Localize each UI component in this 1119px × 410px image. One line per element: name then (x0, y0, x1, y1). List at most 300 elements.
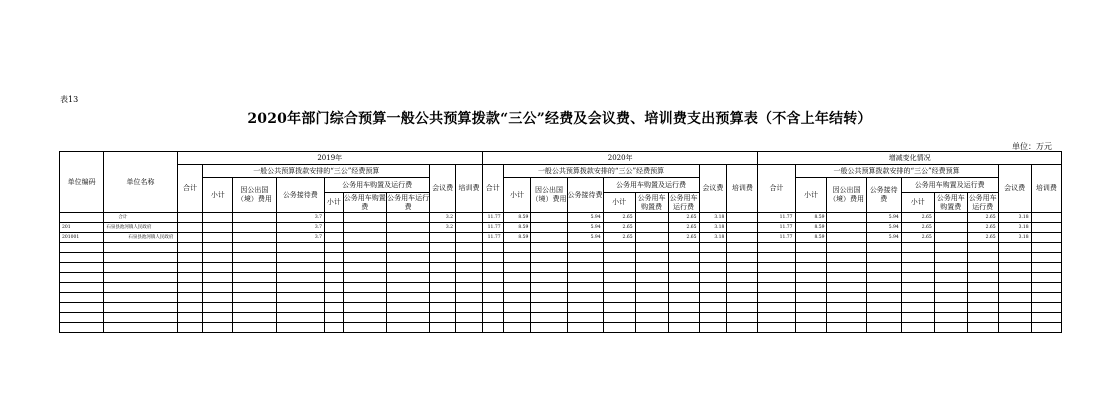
cell-value (203, 253, 233, 263)
cell-value (827, 243, 866, 253)
cell-value (758, 263, 795, 273)
cell-value (635, 243, 668, 253)
header-reception-change: 公务接待费 (866, 178, 901, 213)
header-vehicle-buy-2020: 公务用车购置费 (635, 193, 668, 213)
cell-value (503, 243, 531, 253)
cell-value (635, 303, 668, 313)
table-row (60, 243, 1062, 253)
cell-value: 2.65 (967, 213, 998, 223)
cell-value (699, 323, 727, 333)
cell-value (233, 243, 276, 253)
cell-value (758, 273, 795, 283)
cell-value (866, 293, 901, 303)
cell-value (901, 303, 934, 313)
budget-table (59, 151, 1062, 333)
cell-value (343, 323, 386, 333)
cell-value (177, 323, 203, 333)
table-row (60, 303, 1062, 313)
header-training-2020: 培训费 (727, 165, 758, 213)
cell-value: 2.65 (967, 233, 998, 243)
cell-value (998, 293, 1031, 303)
cell-value (603, 293, 635, 303)
header-vehicle-subtotal-2020: 小计 (603, 193, 635, 213)
cell-value (758, 303, 795, 313)
cell-value: 2.65 (603, 223, 635, 233)
cell-value (1031, 223, 1061, 233)
cell-value (482, 323, 503, 333)
cell-value (203, 213, 233, 223)
cell-value (668, 313, 699, 323)
cell-value (386, 303, 429, 313)
cell-value (482, 283, 503, 293)
cell-value (866, 273, 901, 283)
unit-label: 单位：万元 (1012, 142, 1052, 151)
cell-value: 11.77 (758, 233, 795, 243)
header-meeting-2019: 会议费 (430, 165, 456, 213)
cell-value (1031, 303, 1061, 313)
cell-value (203, 283, 233, 293)
cell-value (233, 213, 276, 223)
cell-value (177, 273, 203, 283)
cell-value (866, 323, 901, 333)
cell-value: 3.7 (276, 233, 324, 243)
header-vehicle-subtotal-change: 小计 (901, 193, 934, 213)
cell-value (967, 293, 998, 303)
cell-value (531, 223, 567, 233)
cell-value (276, 253, 324, 263)
cell-value (934, 243, 967, 253)
cell-value (795, 253, 827, 263)
cell-value: 8.59 (795, 233, 827, 243)
cell-value (699, 263, 727, 273)
cell-value (699, 273, 727, 283)
cell-value (430, 323, 456, 333)
cell-value (276, 293, 324, 303)
cell-value (203, 303, 233, 313)
cell-value (727, 303, 758, 313)
cell-value (827, 233, 866, 243)
cell-code (60, 213, 104, 223)
header-vehicle-change: 公务用车购置及运行费 (901, 178, 998, 193)
cell-value (567, 323, 603, 333)
cell-value (668, 283, 699, 293)
cell-value (727, 213, 758, 223)
table-row (60, 293, 1062, 303)
cell-value: 2.65 (967, 223, 998, 233)
cell-value (901, 323, 934, 333)
cell-value (456, 323, 483, 333)
cell-value (603, 273, 635, 283)
cell-value (635, 313, 668, 323)
cell-value (795, 263, 827, 273)
cell-value (430, 253, 456, 263)
cell-value (727, 293, 758, 303)
cell-value (1031, 273, 1061, 283)
header-vehicle-run-2019: 公务用车运行费 (387, 193, 430, 211)
table-row (60, 283, 1062, 293)
cell-value (503, 273, 531, 283)
cell-value (531, 273, 567, 283)
cell-value: 3.7 (276, 213, 324, 223)
cell-value (1031, 213, 1061, 223)
cell-value (531, 323, 567, 333)
header-vehicle-2020: 公务用车购置及运行费 (603, 178, 699, 193)
header-meeting-2020: 会议费 (699, 165, 727, 213)
header-total-2020: 合计 (482, 165, 503, 213)
cell-value (343, 253, 386, 263)
table-row (60, 323, 1062, 333)
cell-value (456, 233, 483, 243)
cell-value (233, 273, 276, 283)
cell-value (386, 273, 429, 283)
cell-value: 3.18 (998, 233, 1031, 243)
cell-value (758, 243, 795, 253)
cell-value (203, 323, 233, 333)
table-body (60, 213, 1062, 333)
cell-value (866, 283, 901, 293)
cell-value (998, 323, 1031, 333)
cell-value (934, 283, 967, 293)
cell-value (325, 283, 344, 293)
cell-name (104, 323, 177, 333)
cell-value (668, 253, 699, 263)
cell-value (177, 213, 203, 223)
cell-value (343, 263, 386, 273)
cell-value (177, 283, 203, 293)
cell-value (727, 313, 758, 323)
cell-value (531, 253, 567, 263)
cell-value: 3.2 (430, 223, 456, 233)
cell-value (998, 283, 1031, 293)
cell-value (203, 233, 233, 243)
header-total-2019: 合计 (177, 165, 203, 213)
cell-value (1031, 313, 1061, 323)
cell-value: 11.77 (758, 213, 795, 223)
cell-value (503, 313, 531, 323)
cell-value (758, 313, 795, 323)
cell-value: 3.7 (276, 223, 324, 233)
cell-value (343, 303, 386, 313)
cell-value (699, 293, 727, 303)
cell-value (998, 303, 1031, 313)
cell-value (934, 303, 967, 313)
cell-value (325, 223, 344, 233)
cell-value (758, 283, 795, 293)
cell-value (386, 263, 429, 273)
cell-value (325, 263, 344, 273)
cell-value (668, 323, 699, 333)
cell-value (203, 273, 233, 283)
cell-value (699, 243, 727, 253)
cell-name (104, 303, 177, 313)
header-2020: 2020年 (482, 152, 757, 165)
cell-value (827, 223, 866, 233)
cell-name (104, 313, 177, 323)
table-row (60, 263, 1062, 273)
cell-value (635, 273, 668, 283)
cell-value (668, 303, 699, 313)
cell-code (60, 243, 104, 253)
cell-code (60, 313, 104, 323)
header-general-change: 一般公共预算拨款安排的“三公”经费预算 (795, 165, 998, 178)
cell-name (104, 243, 177, 253)
cell-value (699, 303, 727, 313)
cell-value (967, 243, 998, 253)
cell-value (531, 283, 567, 293)
cell-code (60, 323, 104, 333)
cell-name (104, 253, 177, 263)
cell-value: 5.94 (866, 223, 901, 233)
cell-value (967, 323, 998, 333)
cell-value (795, 323, 827, 333)
cell-value (901, 283, 934, 293)
cell-value (430, 233, 456, 243)
cell-value: 3.2 (430, 213, 456, 223)
cell-value (503, 283, 531, 293)
cell-value (901, 293, 934, 303)
cell-value (203, 293, 233, 303)
cell-code (60, 263, 104, 273)
cell-value: 11.77 (482, 233, 503, 243)
cell-value (603, 313, 635, 323)
cell-value (531, 243, 567, 253)
cell-value (456, 263, 483, 273)
cell-value (934, 233, 967, 243)
cell-value (386, 313, 429, 323)
cell-value (866, 243, 901, 253)
cell-value (430, 243, 456, 253)
cell-value (456, 223, 483, 233)
cell-value (456, 283, 483, 293)
cell-value (531, 313, 567, 323)
cell-value: 2.65 (603, 233, 635, 243)
header-vehicle-buy-2019: 公务用车购置费 (343, 193, 386, 211)
cell-name (104, 273, 177, 283)
cell-code (60, 283, 104, 293)
cell-value (567, 303, 603, 313)
cell-value (325, 273, 344, 283)
cell-code: 201 (60, 223, 104, 233)
cell-value (503, 263, 531, 273)
cell-name (104, 293, 177, 303)
cell-value (203, 313, 233, 323)
cell-value (343, 273, 386, 283)
cell-value (967, 313, 998, 323)
cell-value: 2.65 (668, 233, 699, 243)
cell-value (1031, 263, 1061, 273)
cell-value (635, 283, 668, 293)
cell-value (967, 273, 998, 283)
cell-code (60, 273, 104, 283)
cell-value (635, 223, 668, 233)
cell-value (233, 303, 276, 313)
cell-value (603, 253, 635, 263)
cell-value (699, 283, 727, 293)
cell-value (325, 243, 344, 253)
cell-value (567, 313, 603, 323)
cell-value (276, 273, 324, 283)
cell-value (699, 253, 727, 263)
cell-value: 8.59 (503, 223, 531, 233)
table-row (60, 273, 1062, 283)
cell-value (901, 243, 934, 253)
cell-value (727, 273, 758, 283)
cell-value (386, 223, 429, 233)
cell-value (1031, 253, 1061, 263)
cell-value (998, 313, 1031, 323)
cell-value (430, 283, 456, 293)
table-row (60, 253, 1062, 263)
cell-value (276, 283, 324, 293)
header-abroad-2019: 因公出国（境）费用 (233, 178, 276, 213)
cell-value (343, 243, 386, 253)
cell-value (827, 253, 866, 263)
cell-value (276, 303, 324, 313)
cell-value (866, 263, 901, 273)
header-vehicle-subtotal-2019: 小计 (325, 193, 344, 213)
cell-value (503, 303, 531, 313)
cell-value (430, 263, 456, 273)
cell-value (325, 303, 344, 313)
cell-value: 2.65 (603, 213, 635, 223)
cell-value (635, 323, 668, 333)
table-row (60, 233, 1062, 243)
header-subtotal-2019: 小计 (203, 178, 233, 213)
cell-value (386, 283, 429, 293)
cell-value (177, 303, 203, 313)
cell-value: 8.59 (795, 213, 827, 223)
cell-value (567, 243, 603, 253)
header-training-change: 培训费 (1031, 165, 1061, 213)
cell-value (177, 313, 203, 323)
cell-value (727, 263, 758, 273)
cell-value (795, 303, 827, 313)
header-general-2020: 一般公共预算拨款安排的“三公”经费预算 (503, 165, 699, 178)
cell-name: 石泉县池河镇人民政府 (104, 233, 177, 243)
cell-name: 石泉县池河镇人民政府 (104, 223, 177, 233)
cell-value (934, 313, 967, 323)
cell-value (934, 253, 967, 263)
cell-value (1031, 233, 1061, 243)
cell-value (1031, 283, 1061, 293)
cell-value (482, 253, 503, 263)
cell-value (603, 283, 635, 293)
cell-value (456, 273, 483, 283)
cell-value (430, 273, 456, 283)
cell-value: 5.94 (567, 233, 603, 243)
cell-value (456, 313, 483, 323)
cell-value (177, 223, 203, 233)
cell-value (567, 263, 603, 273)
cell-value (603, 243, 635, 253)
cell-value (177, 293, 203, 303)
cell-value (727, 223, 758, 233)
cell-value (668, 243, 699, 253)
cell-value (456, 293, 483, 303)
cell-value (343, 213, 386, 223)
cell-value (325, 233, 344, 243)
cell-value (503, 293, 531, 303)
cell-value (827, 283, 866, 293)
cell-value (482, 273, 503, 283)
cell-value (386, 253, 429, 263)
header-meeting-change: 会议费 (998, 165, 1031, 213)
cell-value (901, 313, 934, 323)
cell-value (203, 223, 233, 233)
header-reception-2020: 公务接待费 (567, 178, 603, 213)
cell-value: 8.59 (795, 223, 827, 233)
cell-value (934, 223, 967, 233)
header-general-2019: 一般公共预算拨款安排的“三公”经费预算 (203, 165, 430, 178)
cell-value (177, 233, 203, 243)
cell-value (727, 243, 758, 253)
cell-value (233, 263, 276, 273)
cell-value (177, 243, 203, 253)
cell-value (699, 313, 727, 323)
header-abroad-change: 因公出国（境）费用 (827, 178, 866, 213)
cell-value (203, 263, 233, 273)
cell-value (503, 253, 531, 263)
cell-value (325, 313, 344, 323)
cell-value (795, 283, 827, 293)
cell-value (203, 243, 233, 253)
header-total-change: 合计 (758, 165, 795, 213)
cell-value: 2.65 (668, 213, 699, 223)
cell-value (276, 243, 324, 253)
cell-value (795, 243, 827, 253)
cell-code (60, 303, 104, 313)
cell-value: 5.94 (866, 213, 901, 223)
cell-value (635, 213, 668, 223)
cell-value (758, 293, 795, 303)
cell-value: 3.18 (699, 223, 727, 233)
cell-value (482, 313, 503, 323)
cell-value (233, 313, 276, 323)
cell-value: 3.18 (998, 223, 1031, 233)
cell-value (386, 243, 429, 253)
cell-value (934, 263, 967, 273)
cell-value (233, 283, 276, 293)
cell-value (482, 303, 503, 313)
cell-value (967, 253, 998, 263)
cell-value (795, 273, 827, 283)
cell-value (827, 213, 866, 223)
cell-value (343, 233, 386, 243)
cell-value (866, 253, 901, 263)
cell-value (430, 313, 456, 323)
cell-value (603, 323, 635, 333)
cell-value (386, 213, 429, 223)
cell-value (276, 263, 324, 273)
cell-value (386, 293, 429, 303)
header-code: 单位编码 (60, 152, 104, 213)
cell-value (567, 253, 603, 263)
cell-value (233, 233, 276, 243)
cell-value (603, 263, 635, 273)
cell-value: 2.65 (668, 223, 699, 233)
cell-value (827, 313, 866, 323)
table-row (60, 223, 1062, 233)
cell-value (901, 273, 934, 283)
cell-value (603, 303, 635, 313)
cell-value (727, 233, 758, 243)
cell-value (758, 323, 795, 333)
cell-value (901, 263, 934, 273)
cell-value (567, 273, 603, 283)
header-vehicle-buy-change: 公务用车购置费 (934, 193, 967, 213)
cell-value (998, 263, 1031, 273)
cell-value (668, 273, 699, 283)
